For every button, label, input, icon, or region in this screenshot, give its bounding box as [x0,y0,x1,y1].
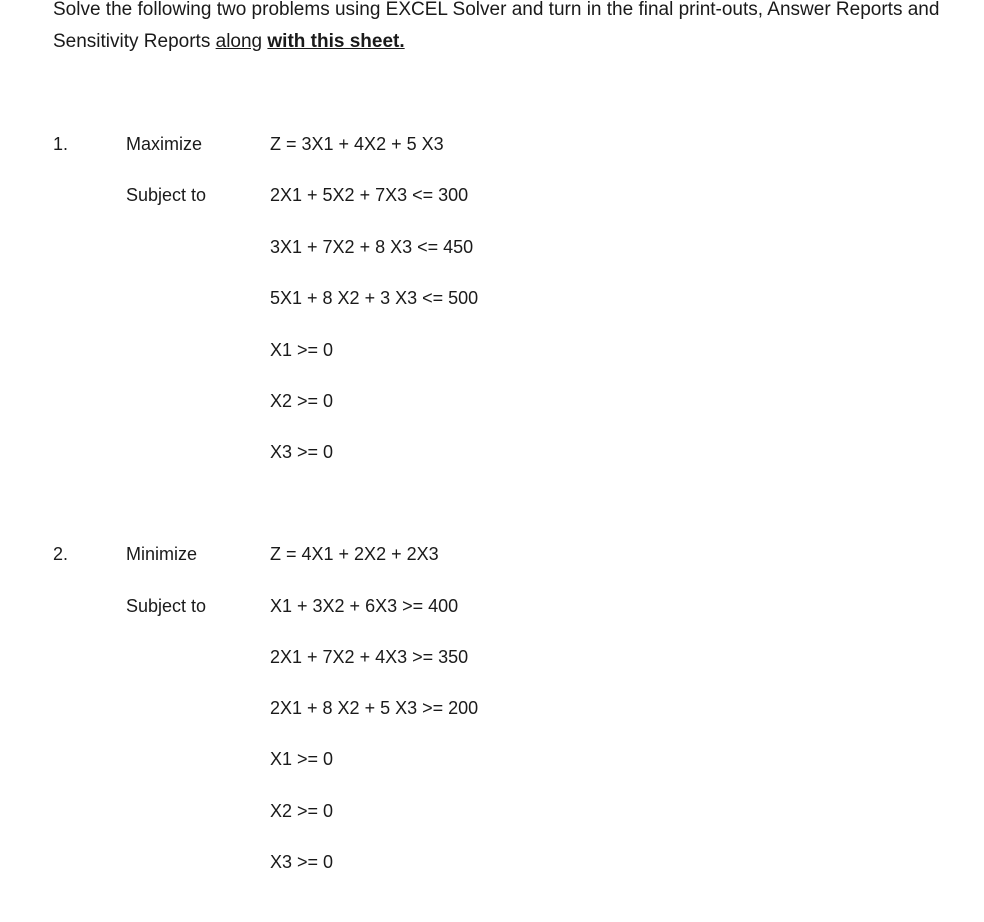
nonnegativity-constraint: X1 >= 0 [270,340,334,360]
constraint: 2X1 + 8 X2 + 5 X3 >= 200 [270,698,479,718]
instructions-emphasis: with this sheet. [267,31,405,52]
objective-function: Z = 4X1 + 2X2 + 2X3 [270,544,439,564]
nonnegativity-constraint: X3 >= 0 [270,852,334,872]
nonnegativity-constraint: X2 >= 0 [270,391,334,411]
objective-label: Minimize [126,544,198,564]
constraints-label: Subject to [126,185,207,205]
constraint: 2X1 + 7X2 + 4X3 >= 350 [270,647,469,667]
constraint: X1 + 3X2 + 6X3 >= 400 [270,596,459,616]
constraint: 3X1 + 7X2 + 8 X3 <= 450 [270,237,474,257]
nonnegativity-constraint: X2 >= 0 [270,801,334,821]
nonnegativity-constraint: X3 >= 0 [270,442,334,462]
nonnegativity-constraint: X1 >= 0 [270,749,334,769]
constraints-label: Subject to [126,596,207,616]
instructions-text: Solve the following two problems using EXCEL Solver and turn in the final print-outs, Answer Reports and Sensitivity Reports [53,0,940,52]
objective-label: Maximize [126,134,203,154]
constraint: 2X1 + 5X2 + 7X3 <= 300 [270,185,469,205]
problem-number: 1. [53,134,69,154]
objective-function: Z = 3X1 + 4X2 + 5 X3 [270,134,444,154]
constraint: 5X1 + 8 X2 + 3 X3 <= 500 [270,288,479,308]
problem-number: 2. [53,544,69,564]
instructions-underlined-word: along [215,31,263,52]
instructions-paragraph [53,0,978,58]
